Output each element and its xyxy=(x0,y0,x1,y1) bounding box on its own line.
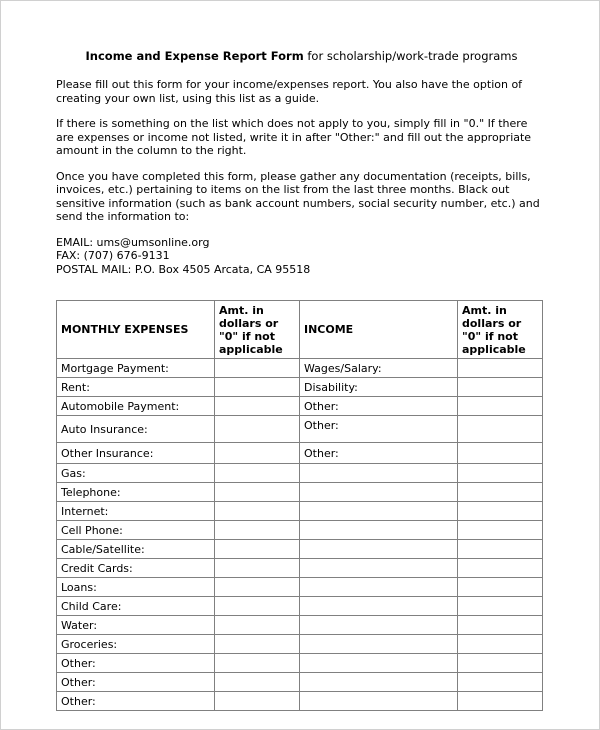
income-amount-cell[interactable] xyxy=(458,378,543,397)
contact-block xyxy=(56,236,547,277)
table-row xyxy=(57,540,543,559)
expense-label-cell: Mortgage Payment: xyxy=(57,359,215,378)
income-amount-cell[interactable] xyxy=(458,692,543,711)
expense-label-cell: Automobile Payment: xyxy=(57,397,215,416)
expense-label-cell: Cell Phone: xyxy=(57,521,215,540)
table-row xyxy=(57,397,543,416)
fax-number: (707) 676-9131 xyxy=(83,249,170,262)
expense-amount-cell[interactable] xyxy=(215,443,300,464)
expense-amount-cell[interactable] xyxy=(215,616,300,635)
income-label-cell: Other: xyxy=(300,416,458,443)
email-address: ums@umsonline.org xyxy=(96,235,210,249)
income-label-cell xyxy=(300,483,458,502)
expense-amount-cell[interactable] xyxy=(215,578,300,597)
page-title xyxy=(56,49,547,63)
expense-amount-cell[interactable] xyxy=(215,540,300,559)
table-row xyxy=(57,502,543,521)
table-row xyxy=(57,578,543,597)
fax-line xyxy=(56,249,547,263)
table-row xyxy=(57,359,543,378)
income-amount-cell[interactable] xyxy=(458,359,543,378)
email-label: EMAIL: xyxy=(56,235,94,249)
table-row xyxy=(57,597,543,616)
expense-amount-cell[interactable] xyxy=(215,378,300,397)
expense-amount-cell[interactable] xyxy=(215,673,300,692)
table-row xyxy=(57,635,543,654)
expense-amount-cell[interactable] xyxy=(215,559,300,578)
income-amount-cell[interactable] xyxy=(458,540,543,559)
income-label-cell xyxy=(300,464,458,483)
income-label-cell: Wages/Salary: xyxy=(300,359,458,378)
expense-label-cell: Rent: xyxy=(57,378,215,397)
expense-label-cell: Credit Cards: xyxy=(57,559,215,578)
income-label-cell xyxy=(300,654,458,673)
expense-amount-cell[interactable] xyxy=(215,464,300,483)
page-title-suffix: for scholarship/work-trade programs xyxy=(303,49,518,63)
expense-label-cell: Internet: xyxy=(57,502,215,521)
income-amount-cell[interactable] xyxy=(458,464,543,483)
income-label-cell xyxy=(300,616,458,635)
income-label-cell xyxy=(300,502,458,521)
income-label-cell xyxy=(300,540,458,559)
expense-label-cell: Telephone: xyxy=(57,483,215,502)
expense-amount-cell[interactable] xyxy=(215,654,300,673)
expense-amount-header: Amt. in dollars or "0" if not applicable xyxy=(215,301,300,359)
income-label-cell xyxy=(300,559,458,578)
income-amount-cell[interactable] xyxy=(458,521,543,540)
expense-label-cell: Other: xyxy=(57,692,215,711)
expense-amount-cell[interactable] xyxy=(215,416,300,443)
expense-amount-cell[interactable] xyxy=(215,521,300,540)
expense-amount-cell[interactable] xyxy=(215,692,300,711)
expense-label-cell: Groceries: xyxy=(57,635,215,654)
income-amount-cell[interactable] xyxy=(458,559,543,578)
postal-label: POSTAL MAIL: xyxy=(56,262,132,276)
postal-address: P.O. Box 4505 Arcata, CA 95518 xyxy=(134,262,311,276)
income-amount-cell[interactable] xyxy=(458,597,543,616)
income-label-cell xyxy=(300,673,458,692)
expense-label-cell: Loans: xyxy=(57,578,215,597)
table-header-row xyxy=(57,301,543,359)
documentation-paragraph: Once you have completed this form, please gather any documentation (receipts, bills, invoices, etc.) pertaining to items on the list from the last three months. Black out sensitive information (such as bank account numbers, social security number, etc.) and send the information to: xyxy=(56,169,540,223)
expense-amount-cell[interactable] xyxy=(215,635,300,654)
income-amount-cell[interactable] xyxy=(458,397,543,416)
expense-amount-cell[interactable] xyxy=(215,483,300,502)
income-amount-cell[interactable] xyxy=(458,635,543,654)
expense-amount-cell[interactable] xyxy=(215,397,300,416)
expense-label-cell: Water: xyxy=(57,616,215,635)
intro-paragraph: Please fill out this form for your income/expenses report. You also have the option of creating your own list, using this list as a guide. xyxy=(56,78,523,105)
expense-amount-cell[interactable] xyxy=(215,359,300,378)
income-label-cell xyxy=(300,578,458,597)
income-label-cell xyxy=(300,521,458,540)
income-amount-cell[interactable] xyxy=(458,673,543,692)
table-row xyxy=(57,559,543,578)
instructions-paragraph: If there is something on the list which does not apply to you, simply fill in "0." If there are expenses or income not listed, write it in after "Other:" and fill out the appropriate amount in the column to the right. xyxy=(56,117,532,157)
fax-label: FAX: xyxy=(56,249,81,262)
income-label-cell: Disability: xyxy=(300,378,458,397)
income-label-cell: Other: xyxy=(300,397,458,416)
table-row xyxy=(57,616,543,635)
expense-label-cell: Gas: xyxy=(57,464,215,483)
income-amount-cell[interactable] xyxy=(458,443,543,464)
table-row xyxy=(57,673,543,692)
expense-label-cell: Other Insurance: xyxy=(57,443,215,464)
table-row xyxy=(57,464,543,483)
income-amount-cell[interactable] xyxy=(458,416,543,443)
income-amount-cell[interactable] xyxy=(458,654,543,673)
expense-label-cell: Auto Insurance: xyxy=(57,416,215,443)
income-label-cell: Other: xyxy=(300,443,458,464)
expense-income-table xyxy=(56,300,543,711)
page-title-main: Income and Expense Report Form xyxy=(85,49,304,63)
income-label-cell xyxy=(300,692,458,711)
income-header: INCOME xyxy=(300,301,458,359)
table-row xyxy=(57,378,543,397)
table-row xyxy=(57,654,543,673)
expense-label-cell: Cable/Satellite: xyxy=(57,540,215,559)
email-line xyxy=(56,236,547,250)
expense-amount-cell[interactable] xyxy=(215,502,300,521)
table-row xyxy=(57,521,543,540)
table-row xyxy=(57,692,543,711)
income-amount-cell[interactable] xyxy=(458,502,543,521)
table-row xyxy=(57,483,543,502)
table-row xyxy=(57,443,543,464)
expense-label-cell: Other: xyxy=(57,654,215,673)
expense-label-cell: Other: xyxy=(57,673,215,692)
income-amount-header: Amt. in dollars or "0" if not applicable xyxy=(458,301,543,359)
income-amount-cell[interactable] xyxy=(458,616,543,635)
postal-line xyxy=(56,263,547,277)
income-amount-cell[interactable] xyxy=(458,483,543,502)
expense-amount-cell[interactable] xyxy=(215,597,300,616)
table-row xyxy=(57,416,543,443)
expense-label-cell: Child Care: xyxy=(57,597,215,616)
income-label-cell xyxy=(300,597,458,616)
monthly-expenses-header: MONTHLY EXPENSES xyxy=(57,301,215,359)
income-amount-cell[interactable] xyxy=(458,578,543,597)
income-label-cell xyxy=(300,635,458,654)
